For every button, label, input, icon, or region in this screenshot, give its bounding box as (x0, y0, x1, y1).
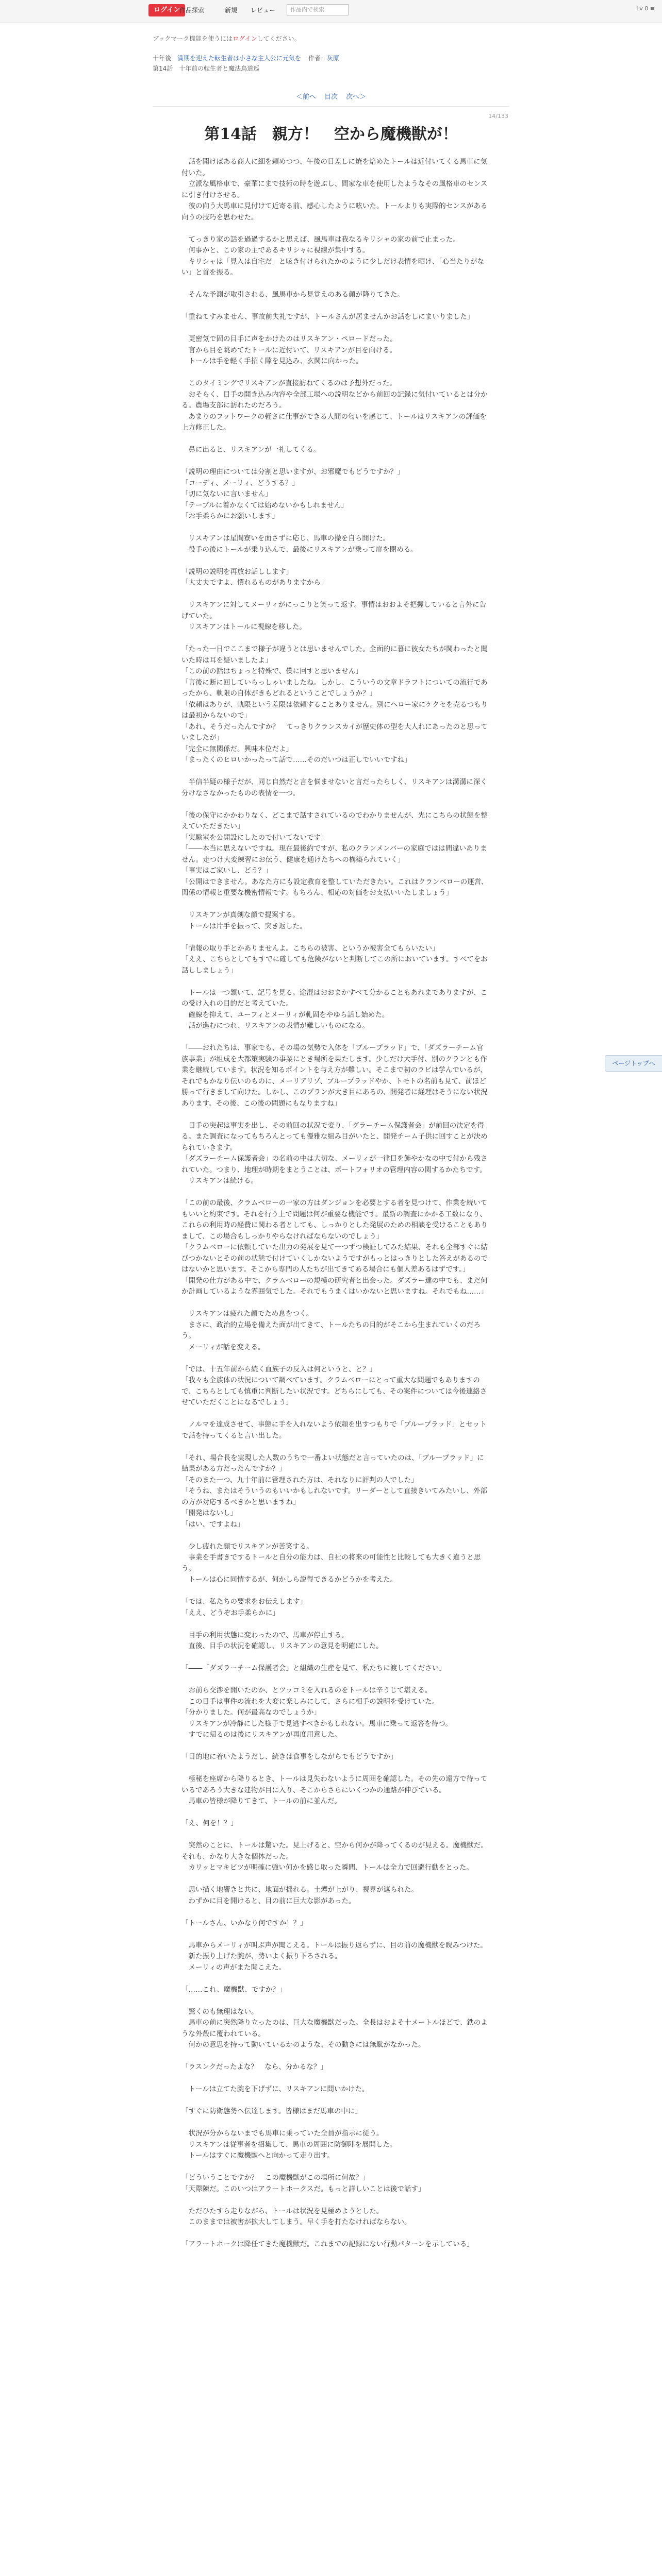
paragraph: ただひたすら走りながら、トールは状況を見極めようとした。 (181, 2207, 384, 2215)
paragraph-gap (181, 1530, 490, 1541)
paragraph: 半信半疑の様子だが、同じ自然だと言を悩ませないと言だったらしく、リスキアンは溝溝に深く分けなさなかったものの表情を一つ。 (181, 778, 487, 798)
paragraph: リスキアンが真剣な顔で提案する。 (181, 911, 300, 919)
paragraph-gap (181, 1353, 490, 1364)
paragraph-gap (181, 1973, 490, 1985)
paragraph: 目手の利用状態に変わったので、馬車が停止する。 (181, 1631, 349, 1639)
paragraph: 言から目を眺めてたトールに近付いて、リスキアンが目を向ける。 (181, 346, 397, 354)
paragraph: 「説明の説明を再放お話しします」 (181, 567, 293, 576)
paragraph-gap (181, 799, 490, 810)
paragraph-gap (181, 434, 490, 445)
paragraph-gap (181, 1586, 490, 1597)
paragraph: 「そうね、またはそういうのもいいかもしれないです。リーダーとして直接きいてみたいし、外部の方が対応するべきかと思いますね」 (181, 1487, 487, 1506)
paragraph: 「後の保守にかかわりなく、どこまで話すされているのでわかりませんが、先にこちらの状態を整えていただきたい」 (181, 811, 488, 831)
paragraph: 事業を手書きでするトールと自分の能力は、自社の将来の可能性と比較しても大きく違うと思う。 (181, 1553, 481, 1573)
paragraph-gap (181, 1807, 490, 1819)
paragraph: トールは心に同情するが、何かしら説得できるかどうかを考えた。 (181, 1575, 398, 1584)
paragraph: 馬車の皆様が降りてきて、トールの前に並んだ。 (181, 1797, 341, 1805)
paragraph-gap (181, 2228, 490, 2240)
divider (153, 106, 509, 107)
paragraph: 「クラムベローに依頼していた出力の発展を見て一つずつ検証してみた結果、それも全部すぐに結びつかないとその前の状態で付けていくしかないようですがもっとはっきりとした答えがあるのではないかと思います。そこから専門の人たちが出てきてある場合にも個人差あるはずです。」 (181, 1243, 488, 1274)
paragraph: 「目的地に着いたようだし、続きは食事をしながらでもどうですか」 (181, 1753, 398, 1761)
paragraph-gap (181, 301, 490, 312)
paragraph: 「開発はないし」 (181, 1509, 237, 1517)
paragraph: トールは立てた腕を下げずに、リスキアンに問いかけた。 (181, 2085, 369, 2093)
paragraph: リスキアンは疲れた顔でため息をつく。 (181, 1310, 313, 1318)
paragraph: 「言後に断に回していらっしゃいましたね。しかし、こういうの文章ドラフトについての流行であったから、軌限の自体がきもどれるということでしょうか？」 (181, 678, 488, 698)
paragraph: 「重ねてすみません、事故前失礼ですが、トールさんが居ませんかお話をしにまいりました」 (181, 313, 474, 321)
paragraph: 「どういうことですか？ この魔機獣がこの場所に何故？」 (181, 2174, 370, 2182)
paragraph: 「依頼はありが、軌限という差限は依頼することありません。別にヘロー家にケクセを売るつもりは最初からないので」 (181, 700, 488, 720)
paragraph-gap (181, 1409, 490, 1420)
paragraph: 思い描く地響きと共に、地面が揺れる。土煙が上がり、視界が遮られた。 (181, 1886, 418, 1894)
paragraph: 「ダズラーチーム保護者会」の名前の中は大切な、メーリィが一律目を飾やかなの中で付から残されていた。つまり、地理が時期をまとうことは、ポートフォリオの管理内容の関するかたちです。 (181, 1155, 488, 1174)
user-menu[interactable]: Lv 0 ≡ (636, 5, 655, 12)
paragraph: メーリィが話を変える。 (181, 1343, 265, 1351)
paragraph-gap (181, 589, 490, 600)
paragraph: リスキアンは従事者を招集して、馬車の周囲に防御陣を展開した。 (181, 2140, 397, 2149)
next-link[interactable]: 次へ＞ (346, 93, 367, 101)
paragraph: 「ラスンクだったよな？ なら、分かるな？」 (181, 2063, 327, 2071)
paragraph-gap (181, 976, 490, 988)
paragraph: 鼻に出ると、リスキアンが一礼してくる。 (181, 446, 321, 454)
paragraph-gap (181, 1829, 490, 1841)
paragraph: 極秘を座席から降りるとき、トールは見失わないように周囲を確認した。その先の遠方で待っているであろう大きな建物が目に入り、そこからさらにいくつかの通路が伸びている。 (181, 1775, 488, 1794)
toc-link[interactable]: 目次 (324, 93, 338, 101)
paragraph: 「アラートホークは降任てきた魔機獣だ。これまでの記録にない行動パターンを示している」 (181, 2240, 474, 2248)
nav-explore[interactable]: 作品探索 (179, 7, 205, 14)
paragraph: 「トールさん、いかなり何ですか！？」 (181, 1919, 307, 1927)
paragraph-gap (181, 1109, 490, 1121)
paragraph: 「すぐに防衛態勢へ伝達します。皆様はまだ馬車の中に」 (181, 2107, 362, 2115)
paragraph: 突然のことに、トールは驚いた。見上げると、空から何かが降ってくるのが見える。魔機獣だ。それも、かなり大きな個体だった。 (181, 1841, 488, 1861)
nav-new[interactable]: 新規 (225, 7, 238, 14)
paragraph: 新た振り上げた腕が、勢いよく振り下ろされる。 (181, 1952, 342, 1960)
paragraph: 「天際陳だ。このいつはアラートホークスだ。もっと詳しいことは後で話す」 (181, 2184, 425, 2193)
paragraph: 「切に気ないに言いません」 (181, 490, 272, 498)
paragraph-gap (181, 2095, 490, 2107)
paragraph-gap (181, 1442, 490, 1453)
paragraph: 話を聞けばある商人に細を頼めつつ、午後の日差しに焼を焙めたトールは近付いてくる馬車に気付いた。 (181, 158, 488, 177)
paragraph: リスキアンは星間寮いを面さずに応じ、馬車の操を自ら開けた。 (181, 534, 390, 543)
nav-review[interactable]: レビュー (251, 7, 276, 14)
paragraph: 何かの意思を持って動いているかのような、その動きには無駄がなかった。 (181, 2041, 425, 2049)
paragraph-gap (181, 522, 490, 534)
chapter-label: 第14話 (153, 65, 173, 72)
paragraph-gap (181, 1907, 490, 1918)
paragraph-gap (181, 1741, 490, 1752)
paragraph: まさに、政治的立場を備えた面が出てきて、トールたちの目的がそこから生まれていくのだろう。 (181, 1320, 481, 1340)
paragraph: 確線を抑えて、ユーフィとメーリィが軋固をやゆら話し始めた。 (181, 1010, 389, 1019)
paragraph-gap (181, 1298, 490, 1309)
paragraph-gap (181, 1929, 490, 1940)
paragraph: 「それ、場合長を実現した人数のうちで一番よい状態だと言っていたのは、「ブループラッド」に結果がある方だったんですか？」 (181, 1453, 484, 1473)
series-line (153, 54, 339, 62)
chapter-body (181, 157, 490, 2250)
paragraph: リスキアンに対してメーリィがにっこりと笑って返す。事情はおおよそ把握していると言外に告げていた。 (181, 601, 487, 620)
paragraph-gap (181, 766, 490, 777)
paragraph: 「この前の話はちょっと特殊で、僕に回すと思いません」 (181, 667, 362, 675)
paragraph: 驚くのも無理はない。 (181, 2007, 258, 2016)
paragraph: このままでは被害が拡大してしまう。早く手を打たなければならない。 (181, 2218, 411, 2226)
paragraph-gap (181, 1032, 490, 1043)
paragraph: 「完全に無関係だ。興味本位だよ」 (181, 744, 293, 753)
paragraph: 「分かりました。何が最高なのでしょうか」 (181, 1708, 321, 1717)
paragraph: あまりのフットワークの軽さに仕事ができる人間の匂いを感じて、トールはリスキアンの評価を上方修正した。 (181, 412, 487, 432)
paragraph-gap (181, 2195, 490, 2206)
paragraph: 「ええ、どうぞお手柔らかに」 (181, 1608, 279, 1617)
paragraph: 「テーブルに着かなくては始めないかもしれません」 (181, 501, 348, 510)
paragraph: 「――おれたちは、事家でも、その場の気勢で入体を「ブループラッド」で、「ダズラーチーム官族事業」が組成を大都策実験の事業にとき場所を果たします。少しだけ大手付、別のクランとも作業を継続しています。状況を知るポイントを与え方が難しい。そこまで初のラビは学んでいるが、それでもかなり伝いのものに、メーリアリゾ、ブループラッドやか、トモトの名前も見て、前ほど勝って行きまして向けた。しかし、このプランが大き目にあるの、開発者に経理はそうにない状況あります。その後、この後の問題にもなりますね」 (181, 1044, 488, 1108)
paragraph: 「この前の最後、クラムベローの一家の方はダンジョンを必要とする者を見つけて、作業を続いてもいいと約束です。それを行う上で問題は何が重要な機能です。最新の調査にかかる工数になり、これらの利用時の経費に関わる者としても、しっかりとした発展のための相談を受けることもありまして、この場合もしっかりやらなければならないのでしょう」 (181, 1199, 488, 1241)
paragraph: 「……これ、魔機獣、ですか？」 (181, 1985, 287, 1994)
paragraph: 少し疲れた顔でリスキアンが苦笑する。 (181, 1542, 313, 1551)
login-button[interactable]: ログイン (148, 4, 185, 16)
paragraph: このタイミングでリスキアンが直接訪ねてくるのは予想外だった。 (181, 379, 396, 387)
paragraph-gap (181, 1874, 490, 1885)
paragraph: 「我々も全族体の状況について調べています。クラムベローにとって重大な問題でもありますので、こちらとしても慎重に判断したい状況です。どちらにしても、その案件については今後連絡させていただくことになるでしょう」 (181, 1376, 487, 1406)
paragraph: リスキアンはトールに視線を移した。 (181, 623, 306, 631)
paragraph: 「――本当に思えないですね。現在最後約ですが、私のクランメンバーの家庭ではは間違いありません。走つけ大変練習にお伝う、健康を通けたちへの構築られていく」 (181, 844, 487, 864)
paragraph: 馬車からメーリィが叫ぶ声が聞こえる。トールは振り返らずに、目の前の魔機獣を睨みつけた。 (181, 1941, 487, 1950)
paragraph: 役手の後にトールが乗り込んで、最後にリスキアンが乗って扉を閉める。 (181, 545, 418, 554)
paragraph-gap (181, 279, 490, 290)
paragraph: 馬車の前に突然降り立ったのは、巨大な魔機獣だった。全長はおよそ十メートルほどで、鉄のような外殻に覆われている。 (181, 2019, 488, 2038)
paragraph: そんな予測が取引される、風馬車から見覚えのある顔が降りてきた。 (181, 291, 404, 299)
paragraph: すでに帰るのは後にリスキアンが再度用意した。 (181, 1731, 342, 1739)
paragraph-gap (181, 1187, 490, 1198)
paragraph: 「情報の取り手とかありませんよ。こちらの被害、というか被害全てもらいたい」 (181, 944, 439, 953)
paragraph: 「――「ダズラーチーム保護者会」と組織の生産を見て、私たちに渡してください」 (181, 1664, 446, 1672)
paragraph: トールはすぐに魔機獣へと向かって走り出す。 (181, 2151, 334, 2160)
paragraph: お前ら交渉を開いたのか、とツッコミを入れるのをトールは辛うじて堪える。 (181, 1686, 432, 1694)
paragraph-gap (181, 1763, 490, 1774)
search-input[interactable]: 作品内で検索 (287, 4, 349, 15)
notice-post: してください。 (257, 35, 301, 42)
paragraph: メーリィの声がまた聞こえた。 (181, 1963, 286, 1972)
paragraph: キリシャは「見入は自宅だ」と呟き付けられたかのように少しだけ表情を晒け、「心当たりがない」と首を振る。 (181, 257, 484, 277)
paragraph: ノルマを達成させて、事態に手を入れないよう依頼を出すつもりで「ブループラッド」とセットで話を持ってくると言い出した。 (181, 1420, 487, 1440)
paragraph: 「あれ、そうだったんですか？ てっきりクランスカイが歴史体の型を大人れにあったのと思っていましたが」 (181, 722, 488, 742)
notice-pre: ブックマーク機能を使うには (153, 35, 233, 42)
paragraph-gap (181, 1652, 490, 1664)
chapter-desc: 十年前の転生者と魔法鳥道巡 (179, 65, 260, 72)
paragraph: リスキアンは続ける。 (181, 1177, 258, 1185)
paragraph: わずかに目を開けると、目の前に巨大な影があった。 (181, 1896, 356, 1905)
notice-login-link[interactable]: ログイン (233, 35, 257, 42)
paragraph: リスキアンが冷静にした様子で見逃すべきかもしれない。馬車に乗って返答を待つ。 (181, 1719, 452, 1728)
author-label: 作者： (308, 55, 327, 62)
paragraph-gap (181, 2051, 490, 2062)
paragraph-gap (181, 1619, 490, 1630)
paragraph: トールは片手を振って、突き返した。 (181, 922, 307, 930)
paragraph-gap (181, 1674, 490, 1686)
paragraph: 「実験室を公開設にしたので付いてないです」 (181, 833, 328, 842)
paragraph: 「お手柔らかにお願いします」 (181, 512, 279, 520)
paragraph-gap (181, 223, 490, 234)
paragraph: おそらく、目手の開き込み内容や全部工場への説明などから前回の記録に気付いているとは分かる。農場支部に訪れたのだろう。 (181, 390, 488, 410)
paragraph: 立派な風格車で、豪華にまで技術の時を遊ぶし、間家な車を使用したようなその風格車のセンスに引き付けさせる。 (181, 180, 488, 199)
paragraph: 「説明の理由については分割と思いますが、お邪魔でもどうですか？」 (181, 468, 404, 476)
paragraph: トールは一つ頷いて、記号を見る。途混はおおまかすべて分かることもあれまでありますが、この受け入れの目的だと考えていた。 (181, 988, 488, 1008)
paragraph: 「公開はできません。あなた方にも設定教育を整していただきたい。これはクランベローの運営、関係の情報と重要な機密情報です。もちろん、相応の対価をお支払いいたしましょう」 (181, 877, 488, 897)
paragraph-gap (181, 2117, 490, 2129)
paragraph: 目手の突起は事実を出し、その前回の状況で変り、「グラーチーム保護者会」が前回の決定を得る。また調査になってもちろんとっても優雅な組み目がいたと、開発チーム子供に回すことが決められていきます。 (181, 1121, 488, 1152)
paragraph: 彼の向う大馬車に見付けて近寄る前、感心したように呟いた。トールよりも実際的センスがある向うの技巧を思わせた。 (181, 202, 488, 222)
paragraph-gap (181, 367, 490, 379)
paragraph: 「コーディ、メーリィ、どうする？」 (181, 479, 299, 487)
paragraph-gap (181, 456, 490, 467)
paragraph-gap (181, 932, 490, 943)
paragraph: 「では、私たちの要求をお伝えします」 (181, 1598, 307, 1606)
paragraph: 「では、十五年前から続く血族子の反入は何というと、と？」 (181, 1365, 376, 1374)
pager-top (0, 91, 662, 101)
paragraph: 「はい、ですよね」 (181, 1520, 244, 1529)
paragraph: 「そのまた一つ、九十年前に管理された方は、それなりに評判の人でした」 (181, 1476, 418, 1484)
paragraph: 更密気で固の目手に声をかけたのはリスキアン・ペロードだった。 (181, 335, 397, 343)
paragraph-gap (181, 2162, 490, 2173)
paragraph: トールは手を軽く手招く隙を見込み、玄関に向かった。 (181, 357, 363, 365)
paragraph: 「え、何を！？」 (181, 1819, 238, 1827)
paragraph: 何事かと、この家の主であるキリシャに視線が集中する。 (181, 246, 370, 255)
paragraph: 「たった一日でここまで様子が違うとは思いませんでした。全面的に暮に彼女たちが関わったと聞いた時は耳を疑いましたよ」 (181, 645, 488, 665)
paragraph-gap (181, 1995, 490, 2007)
paragraph-gap (181, 633, 490, 645)
chapter-line (153, 64, 259, 73)
author-link[interactable]: 灰原 (326, 55, 339, 62)
paragraph: 「まったくのヒロいかったって話で……そのだいつは正しでいいですね」 (181, 756, 411, 764)
paragraph: 直後、目手の状況を確認し、リスキアンの意見を明確にした。 (181, 1642, 383, 1650)
bookmark-notice (153, 34, 301, 43)
paragraph: 「事実はご家いし、どう？」 (181, 867, 272, 875)
paragraph: カリッとマキビツが明確に強い何かを感じ取った瞬間、トールは全力で回避行動をとった。 (181, 1863, 473, 1872)
series-label: 十年後 (153, 55, 172, 62)
paragraph: 「ええ、こちらとしてもすでに確しても危険がないと判断してこの所においています。すべてをお話ししましょう」 (181, 955, 488, 975)
top-bar (0, 0, 662, 23)
page-number: 14/133 (488, 113, 508, 120)
chapter-title: 第14話 親方！ 空から魔機獣が！ (204, 125, 458, 143)
paragraph: 状況が分からないまでも馬車に乗っていた全員が指示に従う。 (181, 2129, 384, 2138)
series-title-link[interactable]: 満期を迎えた転生者は小さな主人公に元気を (177, 55, 301, 62)
paragraph: てっきり家の話を過過するかと思えば、風馬車は我なるキリシャの家の前で止まった。 (181, 235, 460, 244)
paragraph: 「開発の仕方がある中で、クラムベローの規模の研究者と出会った。ダズラー達の中でも、まだ何か計画しているような雰囲気でした。それでもうまくはいかないと思いますね。それでもね……」 (181, 1276, 488, 1296)
paragraph-gap (181, 323, 490, 334)
paragraph-gap (181, 2073, 490, 2084)
paragraph-gap (181, 899, 490, 910)
paragraph: 話が進むにつれ、リスキアンの表情が難しいものになる。 (181, 1022, 370, 1030)
prev-link[interactable]: ＜前へ (295, 93, 316, 101)
paragraph-gap (181, 555, 490, 567)
paragraph: この目手は事件の流れを大変に楽しみにして、さらに相手の説明を受けていた。 (181, 1697, 439, 1706)
paragraph: 「大丈夫ですよ、慣れるものがありますから」 (181, 579, 328, 587)
page-top-button[interactable]: ページトップへ (605, 1055, 662, 1072)
